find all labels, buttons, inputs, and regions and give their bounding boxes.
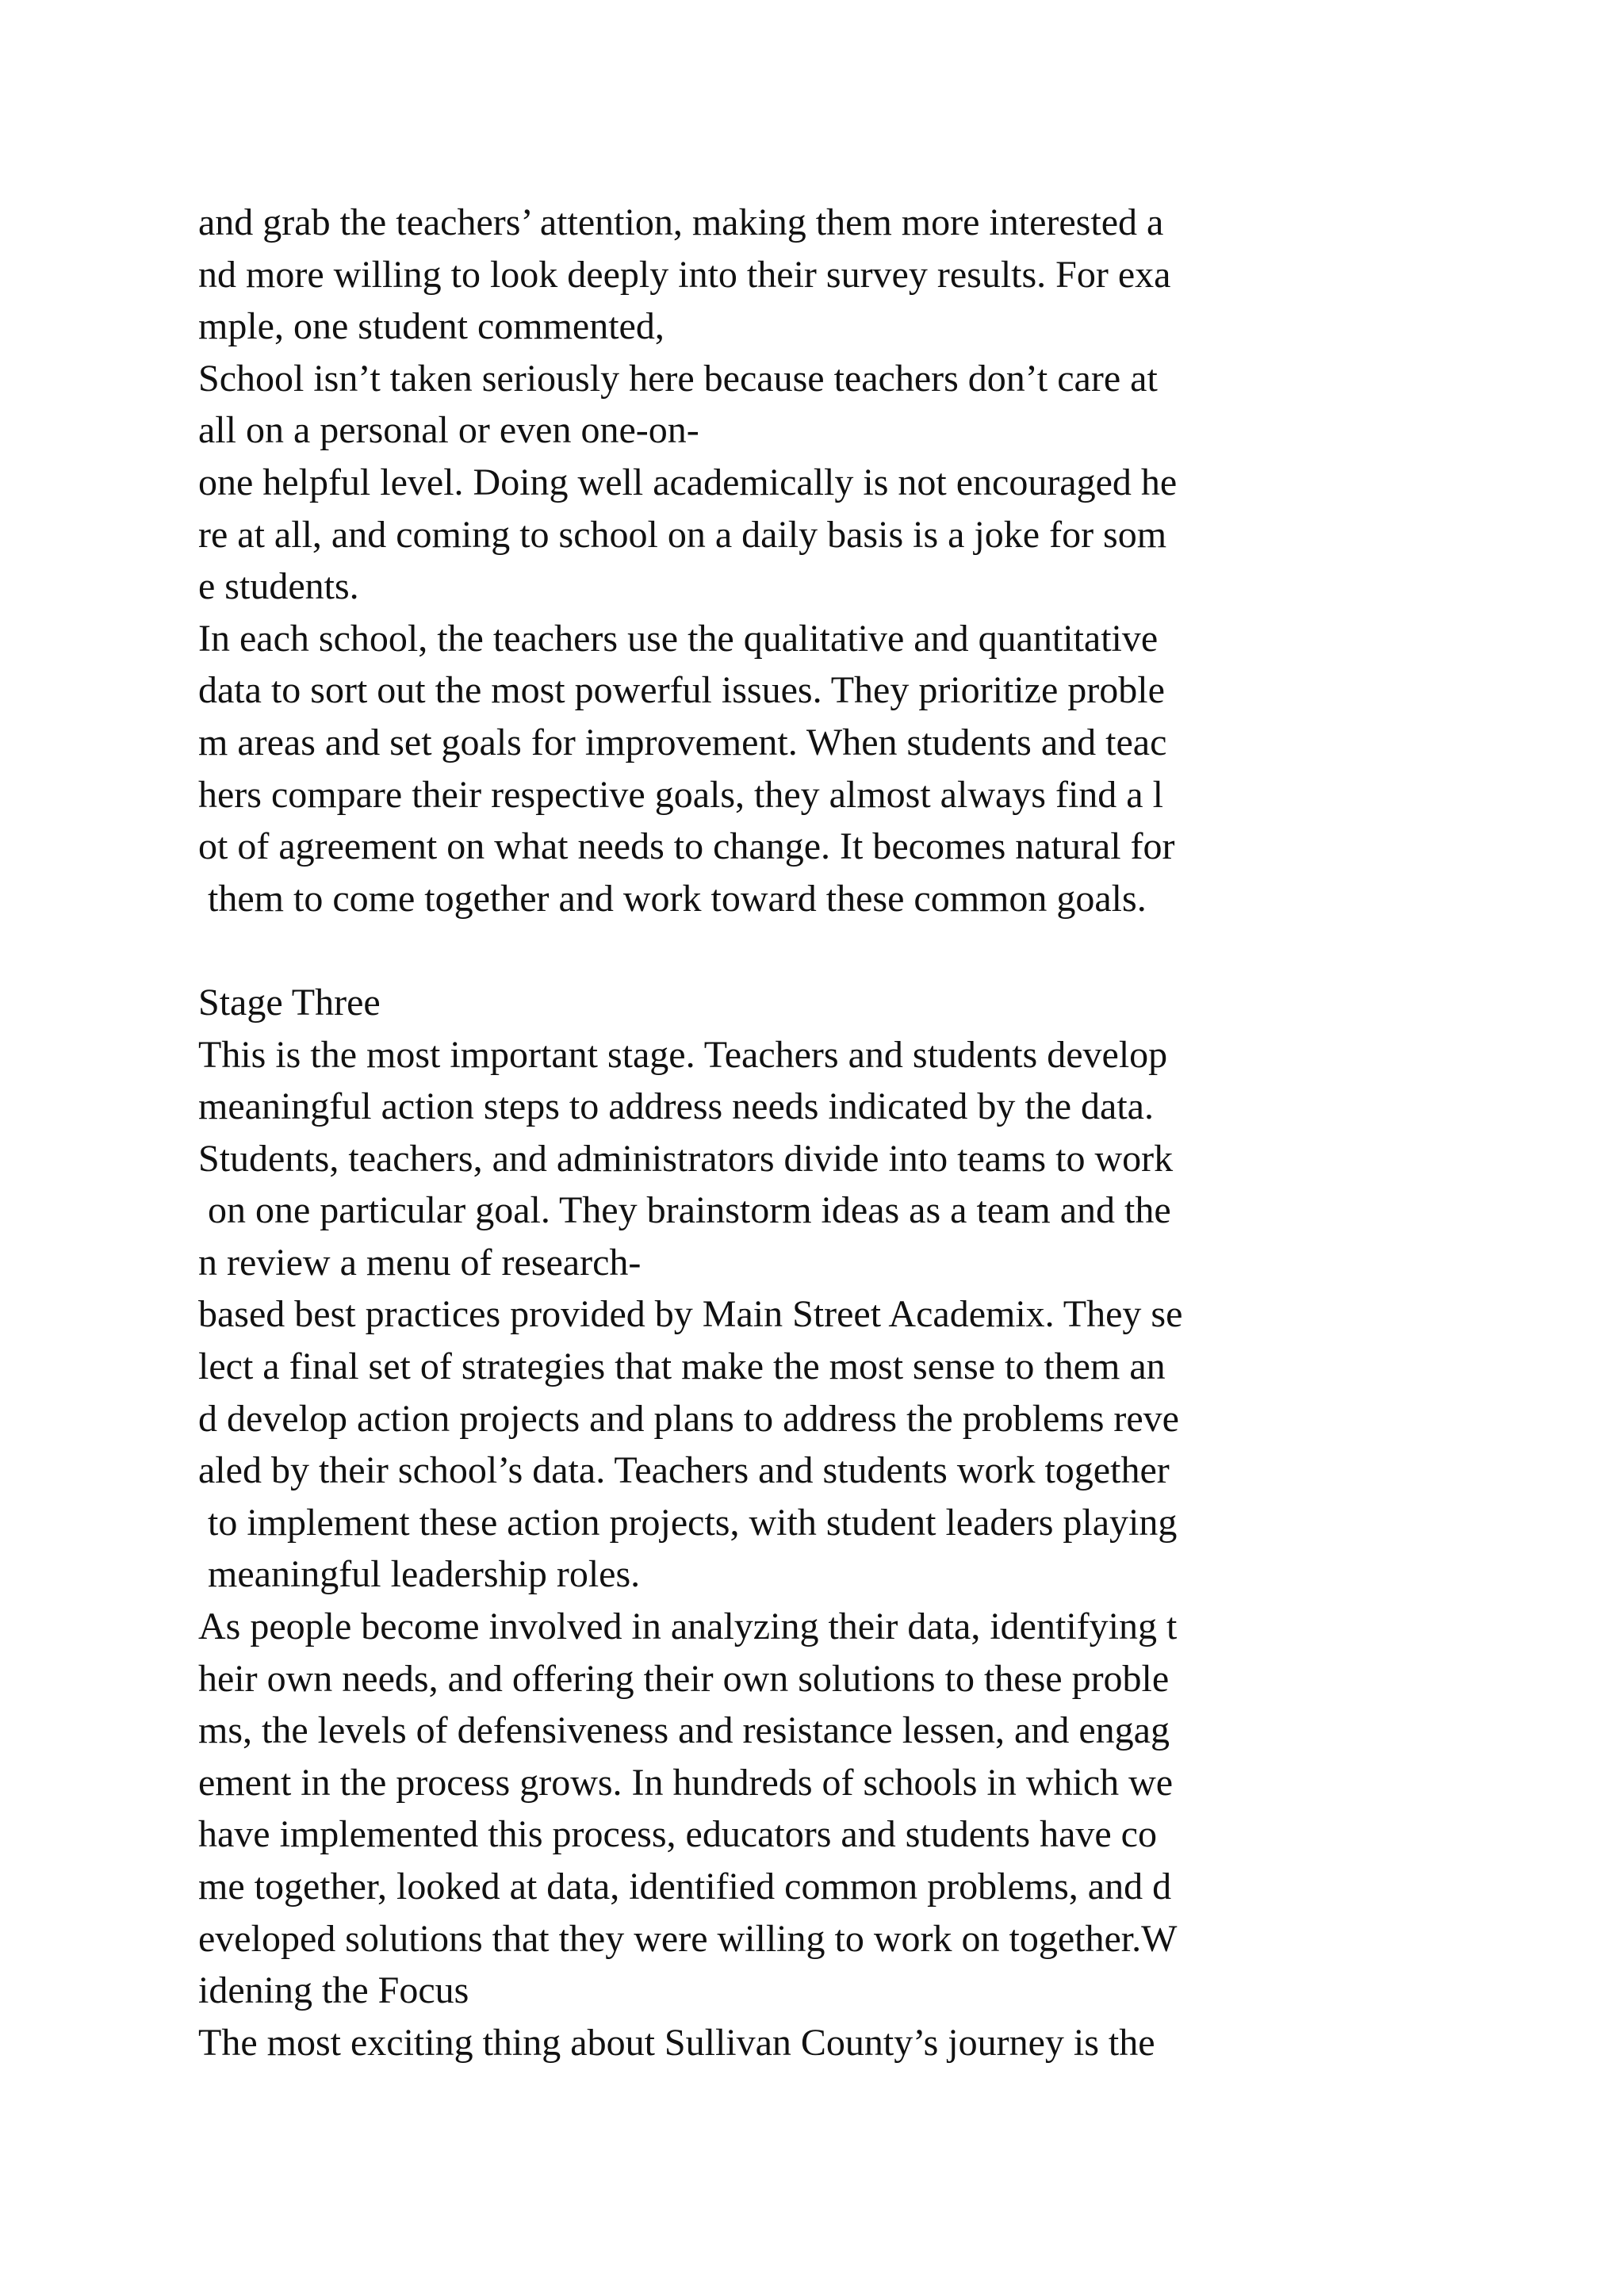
body-text [198, 197, 1451, 2068]
text-line: m areas and set goals for improvement. When students and teac [198, 721, 1167, 763]
text-line: lect a final set of strategies that make the most sense to them an [198, 1345, 1166, 1388]
blank-line [198, 924, 1451, 977]
text-line: one helpful level. Doing well academically is not encouraged he [198, 461, 1178, 503]
text-line: heir own needs, and offering their own solutions to these proble [198, 1657, 1170, 1700]
text-line: ot of agreement on what needs to change. It becomes natural for [198, 825, 1175, 868]
text-line: d develop action projects and plans to address the problems reve [198, 1397, 1179, 1440]
text-line: n review a menu of research- [198, 1241, 642, 1284]
text-line: e students. [198, 565, 359, 608]
text-line: re at all, and coming to school on a daily basis is a joke for som [198, 513, 1167, 556]
text-line: This is the most important stage. Teachers and students develop [198, 1033, 1168, 1076]
text-line: mple, one student commented, [198, 305, 665, 348]
text-line: Students, teachers, and administrators divide into teams to work [198, 1137, 1174, 1180]
text-line: nd more willing to look deeply into their survey results. For exa [198, 253, 1171, 296]
text-line: meaningful leadership roles. [198, 1553, 641, 1596]
text-line: data to sort out the most powerful issues. They prioritize proble [198, 669, 1165, 712]
text-line: hers compare their respective goals, they almost always find a l [198, 773, 1163, 816]
text-line: have implemented this process, educators and students have co [198, 1813, 1157, 1856]
text-line: me together, looked at data, identified common problems, and d [198, 1866, 1172, 1908]
text-line: Stage Three [198, 981, 381, 1024]
text-line: School isn’t taken seriously here because teachers don’t care at [198, 357, 1158, 400]
text-line: based best practices provided by Main Street Academix. They se [198, 1293, 1183, 1336]
text-line: them to come together and work toward these common goals. [198, 877, 1147, 920]
text-line: aled by their school’s data. Teachers and students work together [198, 1449, 1170, 1492]
text-line: idening the Focus [198, 1969, 469, 2012]
text-line: The most exciting thing about Sullivan County’s journey is the [198, 2021, 1155, 2064]
text-line: to implement these action projects, with student leaders playing [198, 1501, 1178, 1544]
text-line: In each school, the teachers use the qualitative and quantitative [198, 617, 1159, 660]
text-line: ement in the process grows. In hundreds of schools in which we [198, 1761, 1174, 1804]
text-line: meaningful action steps to address needs indicated by the data. [198, 1085, 1154, 1128]
text-line: eveloped solutions that they were willing to work on together.W [198, 1917, 1178, 1960]
text-line: and grab the teachers’ attention, making them more interested a [198, 201, 1164, 243]
text-line: on one particular goal. They brainstorm ideas as a team and the [198, 1189, 1171, 1232]
text-line: ms, the levels of defensiveness and resistance lessen, and engag [198, 1709, 1170, 1752]
text-line: As people become involved in analyzing their data, identifying t [198, 1605, 1178, 1648]
text-line: all on a personal or even one-on- [198, 409, 699, 452]
